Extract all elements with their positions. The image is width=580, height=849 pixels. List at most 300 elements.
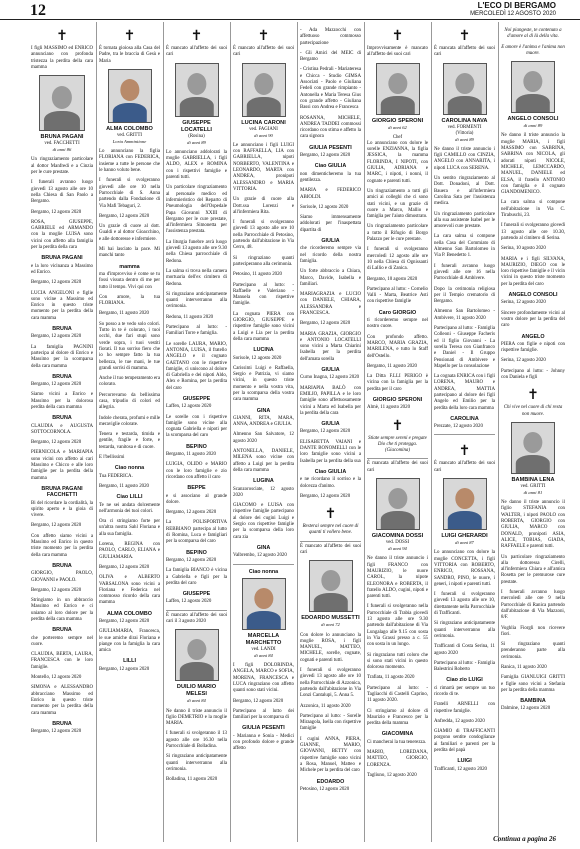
notice-text: Si ringraziano anticipatamente quanti interverranno alla cerimonia. <box>166 291 227 310</box>
notice-text: È mancato all'affetto dei suoi cari <box>434 461 495 473</box>
notice-text: I cugini ANNA, PIERA, GIANNE, MARIO, GIOVANNI, BETTY con rispettive famiglie sono vicini a Rosa, Manuel, Matteo e Michele per la perdita del caro <box>300 736 361 774</box>
notice-text: e ne ricordano il sorriso e la dolcezza d'animo. <box>300 477 361 489</box>
publication-info <box>470 1 556 19</box>
portrait-photo <box>443 63 487 115</box>
notice-date: Bergamo, 12 agosto 2020 <box>233 698 284 704</box>
notice-text: È mancato all'affetto dei suoi cari <box>300 543 361 555</box>
notice-text: Con affetto siamo vicini a Massimo ed Enrico in questo triste momento per la perdita della cara mamma <box>31 533 93 558</box>
notice-text: Resterai sempre nel cuore di quanti ti vollero bene. <box>302 524 359 536</box>
notice-text: E l'bellissimi <box>99 455 125 461</box>
obituary-notice <box>166 610 227 784</box>
notice-text: Si ringraziano anticipatamente quanti interverranno alla cerimonia. <box>166 754 227 772</box>
notice-date: Bergamo, 12 agosto 2020 <box>300 153 351 159</box>
notice-date: Tagliuno, 12 agosto 2020 <box>367 772 417 778</box>
notice-name: GIACOMINA <box>381 731 414 738</box>
notice-name: BRUNA <box>52 720 72 727</box>
notice-text: GIULIAMARIA, Francesca, le sue amiche dirai Floriana e piange con la famiglia la cara amica <box>99 629 160 654</box>
notice-text: - Ada Mazzocchi con affettuoso commosso partecipazione <box>300 28 361 46</box>
notice-text: Lo annunciano con dolore la moglie CONCETTA, i figli VITTORIA con ROBERTO, ENRICO, ROSSANA, SANDRO, PINO, le nuore, i generi, i nipoti e parenti tutti. <box>434 550 495 587</box>
deceased-name: LUCINA CARONI <box>241 119 286 126</box>
notice-text: La cara salma si compone nella Casa del Commiato di Almenno San Bartolomeo in Via P. Benedetto 1. <box>434 234 495 259</box>
deceased-age: di anni 62 <box>388 124 407 130</box>
notice-name: Ciao GIULIA <box>314 468 347 475</box>
notice-text: che ricorderemo sempre via nel ricordo della nostra famiglia. <box>300 246 361 264</box>
notice-name: CAROLINA <box>450 415 479 422</box>
deceased-subname: Chef <box>392 134 403 140</box>
portrait-photo <box>376 478 420 530</box>
continuation-note: Continua a pagina 26 <box>493 835 556 843</box>
notice-name: LUGINA <box>253 478 274 485</box>
notice-text: Voghlia Fiorgli non ricevere fiori. <box>501 625 565 637</box>
notice-date: Bergamo, 12 agosto 2020 <box>31 382 82 388</box>
deceased-age: di anni 87 <box>455 540 474 546</box>
notice-date: Almenno San Salvatore, 12 agosto 2020 <box>233 432 294 444</box>
notice-text: Chi vive nel cuore di chi resta non muore. <box>503 405 563 417</box>
notice-date: Bergamo, 12 agosto 2020 <box>99 213 150 219</box>
portrait-photo <box>175 63 219 117</box>
notice-text: Fratelli ARNELLI con rispettive famiglie. <box>434 702 495 714</box>
notice-text: Carissimi Luigi e Raffaella, Sergio e Patrizia, vi siamo vicini, in questo triste momento e nella vostra vita, per la scomparsa della vostra cara mamma <box>233 365 294 403</box>
cross-icon: ✝ <box>56 28 68 44</box>
notice-date: Petosino, 12 agosto 2020 <box>300 786 350 792</box>
notice-date: Scanzorosciate, 12 agosto 2020 <box>233 486 294 498</box>
notice-text: I figli MASSIMO ed ENRICO annunciano con profonda tristezza la perdita della cara mamma <box>31 46 93 70</box>
notice-text: Un grazie di cuore alla Dott.ssa Lorenzi e all'infermiera Rita. <box>233 197 294 215</box>
notice-date: Laffen, 12 agosto 2020 <box>166 599 212 605</box>
notice-text: Stiate sempre sereni e pregate Dio che ti protegga. (Giacomina) <box>368 435 427 454</box>
deceased-subname: ved. FORMENTI <box>447 124 482 130</box>
notice-text: Un forte abbraccio a Chiara, Marco, Davide, Isabella e familiari. <box>300 269 361 287</box>
notice-text: Ne danno il triste annuncio i figli FRANCO con MAURIZIO, le nuore CAROL, la nipote ELEONORA e ROBERTA, il fratello ALDO, cugini, nipoti e parenti tutti. <box>367 556 428 600</box>
cross-icon: ✝ <box>391 28 404 44</box>
portrait-photo <box>242 63 286 117</box>
notice-name: LUCINA <box>253 347 274 354</box>
notice-text: E amore è l'anima e l'anima non muore. <box>501 44 565 56</box>
notice-name: Caro GIORGIO <box>378 309 417 316</box>
deceased-subname: (Rosina) <box>188 133 205 139</box>
notice-text: e si associano al grande dolore. <box>166 493 227 505</box>
notice-date: Bergamo, 12 agosto 2020 <box>300 493 351 499</box>
notice-date: Serina, 12 agosto 2020 <box>501 300 546 306</box>
notice-text: Le sorelle LAURA, MARIO, ANTONIA, LUISA, il fratello ANGELO e il cognato GAETANO con le rispettive famiglie, ci uniscono al dolore di Gabriella e dei nipoti Aldo, Alex e Romina, per la perdita del caro <box>166 341 227 391</box>
deceased-subname: ved. GRITTI <box>116 132 143 138</box>
notice-text: I funerali si svolgeranno giovedì 13 agosto alle ore 10 nella Parrocchiale di Azzonica, partendo dall'abitazione in Via Lonzi Cantalupi, 5. Anna 5. <box>300 668 361 699</box>
deceased-age: di anni 72 <box>321 622 340 628</box>
notice-text: La Ditta F.LLI PERIGO è vicina con la famiglia per la perdita per il caro <box>367 374 428 392</box>
notice-text: So posso a te vedo solo colori. Tutto in te è colorato, i tuoi occhi, due fari stupi sono verde sopra, i tuoi vestiti fiorati. Il tuo sorriso fiero che io ho sempre fatto la tua bellezza, le tue mani, le tue grandi sorrisi di mamma. <box>99 321 160 371</box>
notice-date: Almenno San Bartolomeo - Ambivere, 11 agosto 2020 <box>434 309 495 321</box>
notice-text: La famiglia BIANCO è vicina a Gabriella e figli per la perdita del caro <box>166 568 227 586</box>
notice-date: Bergamo, 12 agosto 2020 <box>300 321 351 327</box>
cross-icon: ✝ <box>527 387 539 404</box>
publication-name: L'ECO DI BERGAMO <box>477 1 556 10</box>
notice-text: Partecipano al lutto dei familiari per la scomparsa di <box>233 708 294 721</box>
notice-text: Lorena, REGINA con PAOLO, CARLO, ELIANA e GIULIAMARIA. <box>99 542 160 560</box>
notice-text: È mancata all'affetto dei suoi cari <box>434 46 495 58</box>
notice-text: Un particolare ringraziamento alla dottoressa Cirelli, all'infermiera Chiara e all'amica Rosetta per le premurose cure prestate. <box>501 554 565 585</box>
notice-date: Prezzate, 12 agosto 2020 <box>434 424 483 430</box>
notice-name: GINA <box>256 407 271 414</box>
notice-text: MARIO, LOREDANA, MATTEO, GIORGIO, LORENZA. <box>367 750 428 768</box>
notice-text: GIANNI, RITA, MARA, ANNA, ANDREA e GIULIA. <box>233 415 294 428</box>
deceased-name: MARCELLA MARCHETTO <box>245 632 282 646</box>
deceased-subname: ved. FACCHETTI <box>44 141 80 147</box>
deceased-name: ANGELO CONSOLI <box>507 116 559 123</box>
notice-text: I funerali si svolgeranno giovedì 13 agosto alle ore 10, direttamente nella Parrocchiale di Trafficanti. <box>434 592 495 617</box>
notice-date: Bergamo, 12 agosto 2020 <box>99 564 150 570</box>
deceased-subname: ved. GRITTI <box>520 483 546 489</box>
notice-text: LUCIA ANGELONI e figlie sono vicine a Massimo ed Enrico in questo triste momento per la perdita della cara mamma <box>31 290 93 321</box>
notice-text: Un ringraziamento particolare a tutto il Rifugio di Borgo Palazzo per le cure prestate. <box>367 224 428 243</box>
notice-text: MARIA e FEDERICO ABIOLDI. <box>300 188 361 200</box>
deceased-subname: ved. FAGIANI <box>249 126 278 132</box>
deceased-name: GIUSEPPE LOCATELLI <box>181 119 212 133</box>
notice-text: che porteremo sempre nel cuore. <box>31 635 93 647</box>
notice-text: I funerali si svolgeranno mercoledì 12 agosto alle ore 10 nella Chiesa di Ognissanti di Lallio e di Zanica. <box>367 247 428 272</box>
notice-text: Si ringraziano anticipatamente quanti interverranno alla cerimonia. <box>434 621 495 639</box>
notice-name: BEPPE <box>187 485 206 492</box>
notice-date: Bergamo, 12 agosto 2020 <box>31 280 82 286</box>
notice-text: CLAUDIA e AUGUSTA SOTTOCORNOLA. <box>31 423 93 435</box>
notice-text: Stringiamo in un abbraccio Massimo ed Enrico e ci uniamo al loro dolore per la perdita della cara mamma <box>31 598 93 622</box>
notice-name: GIULIA <box>321 238 340 245</box>
notice-text: Un particolare ringraziamento al personale medico ed infermieristico del Reparto di Pneumologia dell'Ospedale Papa Giovanni XXIII di Bergamo per le cure prestate, all'infermiera Simonetta per l'assistenza prestata. <box>166 185 227 235</box>
notice-text: Famiglia GIANLUIGI GRITTI e figlie sono vicini a Stefania per la perdita della mamma <box>501 675 565 693</box>
deceased-age: di anni 86 <box>52 147 72 153</box>
notice-text: I figli DOLORINDA, ANGELA, MARCO e SOFIA, MORENA, FRANCESCA e LUCA ringraziano con affetto quanti sono stati vicini. <box>233 663 294 694</box>
notice-name: BRUNA <box>52 373 72 380</box>
notice-text: Partecipano al lutto: - Johnny con Daniela e figli <box>501 368 565 380</box>
notice-name: BAMBINA <box>520 698 546 705</box>
notice-text: Ne danno il triste annuncio la moglie MARIA, i figli MASSIMO con SABRINA, SABRINA con NICOLA, gli adorati nipoti NICOLE, MICHELE, LEMCCARDO, MANUEL, DANIELE ed ELSA, il fratello ANTONIO con famiglia e il cognato GIANDOMENICO. <box>501 133 565 196</box>
notice-text: Partecipano al lutto: - Sorelle Miraagola, Isella con rispettive famiglie <box>300 713 361 732</box>
portrait-photo <box>108 69 152 123</box>
portrait-photo <box>175 629 219 681</box>
notice-text: I funerali avranno luogo mercoledì alle ore 9 nella Parrocchiale di Ranica partendo dall'abitazione di Via Mazzoni, 8/F. <box>501 590 565 621</box>
notice-text: È mancata all'affetto dei suoi cari <box>367 461 428 473</box>
notice-date: Redona, 11 agosto 2020 <box>166 314 214 320</box>
notice-name: BRUNA PAGANI FACCHETTI <box>41 485 83 499</box>
notice-date: Trafficanti, 12 agosto 2020 <box>434 766 487 772</box>
portrait-photo <box>309 560 353 612</box>
obituary-column-4 <box>230 22 297 842</box>
notice-date: Bergamo, 12 agosto 2020 <box>166 557 217 563</box>
notice-name: BRUNA <box>52 415 72 422</box>
notice-text: È mancato all'affetto dei suoi cari <box>166 46 227 58</box>
notice-text: Anche il tuo temperamento era colorato. <box>99 376 160 388</box>
notice-name: Ciao nonna <box>114 465 145 472</box>
notice-text: Indole cherata, profumi e mille meraviglie colorate. <box>99 415 160 427</box>
notice-text: Ne danno il triste annuncio i figli CAMILLO con CINZIA, ANGELO con ANNARITA, i nipoti LUCA con SERENA. <box>434 146 495 171</box>
obituary-notice <box>434 434 495 773</box>
notice-name: Ciao LILLI <box>116 494 143 501</box>
notice-name: Ciao nonna <box>248 568 279 575</box>
notice-name: LUIGI <box>457 758 472 765</box>
notice-text: Ora ci stringiamo forte per un'altra nostra Sahl Floriana e alla sua famiglia. <box>99 519 160 537</box>
notice-date: Bolladina, 11 agosto 2020 <box>166 777 218 783</box>
notice-text: Un grazie di cuore al dott. Gualdi e al dottor Gioacchino, e alle dottoresse e infermiere. <box>99 224 160 242</box>
notice-date: Bergamo, 12 agosto 2020 <box>31 729 82 735</box>
notice-date: Almè, 11 agosto 2020 <box>367 405 411 411</box>
notice-text: La cognata PIERA con GIORGIO, GIUSEPPE e rispettive famiglie sono vicini a Luigi e Lia per la perdita della cara mamma <box>233 311 294 342</box>
deceased-age: di anni 90 <box>254 132 273 138</box>
notice-text: Un sentito ringraziamento al Dott. Donadoni, al Dott. Bauera e all'infermiera Carolina Sata per l'assistenza medica. <box>434 176 495 207</box>
notice-text: La famiglia PAGNINI partecipa al dolore di Enrico e Massimo per la scomparsa della cara mamma <box>31 344 93 369</box>
notice-text: Con amore, la tua FLORIANA. <box>99 294 160 307</box>
notice-text: Con profondo affetto. MARCO, MARIA GRAZIA, MARILENA, e tutto lo Staff dell'Ostello. <box>367 334 428 359</box>
notice-text: PIERA con figlie e nipoti con rispettive famiglie. <box>501 341 565 354</box>
notice-text: Dopo la cerimonia religiosa per il Tempio crematorio di Bergamo. <box>434 286 495 305</box>
portrait-photo <box>443 478 487 530</box>
notice-text: ROSANNA, MICHELE, ANDREA TADDEI commossi ricordano con stima e affetto la cara signora <box>300 115 361 140</box>
notice-text: I funerali si svolgeranno nella Parrocchiale di Trabia giovedì 13 agosto alle ore 9.30 partendo dall'abitazione di Via Lungalago alle 9.15 con sosta in Via Grassi presso a c. 55 con sosta in un lungo. <box>367 604 428 648</box>
deceased-name: GIORGIO SPERONI <box>371 117 424 124</box>
portrait-photo <box>511 422 555 474</box>
notice-name: BEPINO <box>186 549 207 556</box>
notice-text: La liturgia funebre avrà luogo giovedì 13 agosto alle ore 9.30 nella Chiesa parrocchiale di Redona. <box>166 239 227 264</box>
notice-text: LUIGIA, OLIDO e MARIO con le loro famiglie e zio ricordano con affetto il caro <box>166 462 227 480</box>
cross-icon: ✝ <box>324 506 337 523</box>
notice-text: È mancato all'affetto dei suoi cari <box>233 46 294 58</box>
page-number: 12 <box>30 2 46 19</box>
cross-icon: ✝ <box>190 28 203 44</box>
notice-date: Bergamo, 10 agosto 2020 <box>367 276 418 282</box>
notice-name: GIUSEPPE <box>182 591 211 598</box>
notice-text: La cara salma si compone nell'abitazione in Via C. Tirabuschi, 23. <box>501 200 565 219</box>
deceased-age: Loria Ammintione <box>112 138 147 144</box>
notice-text: Bi del ricordare la cordialità, la spirito aperto e la gioia di vivere. <box>31 500 93 519</box>
notice-text: non dimenticheremo la tua gentilezza. <box>300 171 361 183</box>
notice-date: Trafiata, 11 agosto 2020 <box>367 675 415 681</box>
notice-text: SIMONA e ALESSANDRO abbracciano Massimo ed Enrico in questo triste momento per la perdita della cara mamma <box>31 685 93 716</box>
notice-date: Bergamo, 12 agosto 2020 <box>31 334 82 340</box>
notice-name: GINA <box>256 544 271 551</box>
notice-text: Le annunciano i figli LUIGI con RAFFAELLA, LIA con GABRIELLA, nipoti NORBERTO, VALENTINA e LEONARDO, MARTA con ANDREA, pronipoti ALESSANDRO e MARIA VITTORIA. <box>233 142 294 192</box>
notice-date: Bergamo, 11 agosto 2020 <box>367 363 417 369</box>
notice-text: La POLISPORTIVA REBBIANO partecipa al lutto di Romina, Luca e famigliari per la scomparsa del caro <box>166 520 227 545</box>
notice-date: Bergamo, 11 agosto 2020 <box>99 311 149 317</box>
notice-text: GIACOMO e LUISA con rispettive famiglie partecipano al dolore dei cugini Luigi e Sergio con rispettive famiglie per la scomparsa della loro cara zia <box>233 503 294 540</box>
notice-name: GIUSEPPE <box>182 395 211 402</box>
notice-text: ti ricorderemo sempre nel nostro cuore. <box>367 318 428 330</box>
notice-name: BRUNA <box>52 562 72 569</box>
notice-text: Partecipano al lutto: - Famiglia Balestrini Roberto <box>434 660 495 673</box>
obituary-notice <box>233 564 294 753</box>
notice-text: Siamo vicini a Enrico e Massimo per la dolorosa perdita della cara mamma <box>31 392 93 410</box>
notice-text: MARIA e i figli SILVANA, MAURIZIO, DIEGO con le loro rispettive famiglie e il vicin vicini in questo triste momento per la perdita del caro <box>501 256 565 287</box>
notice-text: ELISABETTA VAIANI e DANTE BONOMELLI con le loro famiglie sono vicini a Isabella per la perdita della sua <box>300 439 361 464</box>
obituary-column-5 <box>297 22 364 842</box>
deceased-name: ALMA COLOMBO <box>106 125 153 132</box>
notice-date: Serina, 12 agosto 2020 <box>501 358 546 364</box>
notice-name: GIULIA PESENTI <box>309 144 352 151</box>
notice-text: Si ringraziano quanti parteciperanno alla cerimonia. <box>233 255 294 267</box>
notice-text: Partecipano al lutto: - Raffaelle e Valeriano - Manuela con rispettive famiglie. <box>233 282 294 307</box>
notice-text: ANTONELLA, DANIELE, MILENA sono vicine con affetto a Luigi per la perdita della cara mamma <box>233 449 294 473</box>
notice-date: Curno Inagna, 12 agosto 2020 <box>300 375 360 381</box>
notice-date: Bergamo, 12 agosto 2020 <box>31 209 82 215</box>
notice-text: ma d'improvviso è come se tu fossi vissuta dentro di me per tutto il tempo. Vivi qui con <box>99 271 160 290</box>
notice-text: Tua FEDERICA. <box>99 473 133 479</box>
deceased-name: CAROLINA NAVA <box>441 117 488 124</box>
notice-date: Sorisole, 12 agosto 2020 <box>233 355 282 361</box>
deceased-age: di anni 84 <box>187 698 206 704</box>
notice-text: I funerali si svolgeranno giovedì 13 agosto alle ore 10.30, partendo al cimitero di Serina. <box>501 223 565 241</box>
cross-icon: ✝ <box>458 28 471 44</box>
deceased-name: LUIGI GHERARDI <box>441 533 488 540</box>
notice-text: MARIAGRAZIA e LUCIO con DANIELE, CHIARA, ALESSANDRA e FRANCESCA. <box>300 292 361 316</box>
notice-text: Siamo immensamente addolorati per l'inaspettata dipartita di <box>300 215 361 233</box>
notice-text: Sincere profondamente vicini al vostro dolore per la perdita del caro <box>501 310 565 329</box>
notice-text: MARIA GRAZIA, GIORGIO e ANTONIO LOCATELLI sono vicini a Marta Chiarini Isabella per la perdita dell'amata sorella <box>300 331 361 362</box>
deceased-subname: ved. LANDI <box>251 646 276 652</box>
deceased-age: di anni 84 <box>254 652 273 658</box>
obituary-notice <box>300 541 361 793</box>
notice-text: GIORGIO, PAOLO, GIOVANNI e PAOLO. <box>31 571 93 583</box>
portrait-photo <box>376 63 420 115</box>
notice-text: Improvvisamente è mancato all'affetto dei suoi cari <box>367 46 428 58</box>
notice-text: Partecipano al lutto: - Familiari Torre e famiglia. <box>166 325 227 337</box>
notice-name: GIULIA <box>321 367 340 374</box>
notice-text: I funerali si svolgeranno il 13 agosto alle ore 16.30 nella Parrocchiale di Bolladina. <box>166 731 227 750</box>
notice-text: - Gli Amici del MEIC di Bergamo <box>300 50 361 63</box>
notice-date: Bergamo, 12 agosto 2020 <box>166 510 217 516</box>
portrait-photo <box>39 75 85 131</box>
notice-text: CLAUDIA, BERTA, LAURA, FRANCESCA con le loro famiglie. <box>31 652 93 670</box>
notice-text: Con dolore lo annunciano la moglie ROSA, i figli MANUEL, MATTEO, MICHELE, sorelle, cognate, cognati e parenti tutti. <box>300 632 361 663</box>
notice-text: PIERNICOLA e MARIAPIA sono vicini con affetto ai cari Massimo e Chicco e alle loro famiglie per la perdita della mamma <box>31 450 93 481</box>
notice-text: La cognata ENRICA con i figli LORENA, MAURO e ANDREA, MATTIA partecipano al dolore dei figli Angelo ed Emilio per la perdita della loro cara mamma <box>434 374 495 411</box>
deceased-name: EDOARDO MUSSETTI <box>301 615 360 622</box>
notice-text: Ne danno il triste annuncio il figlio STEFANIA con WALTER, i nipoti PAOLO con ROBERTA, GIORGIO con GIULIA, MARCO con DONALD, pronipoti ASIA, ALICE, TOBIAS, GIADA, RAFFAELE e parenti tutti. <box>501 500 565 550</box>
notice-name: GIULIA PESENTI <box>242 725 285 732</box>
notice-text: Un ringraziamento a tutti gli amici ai colleghi che ci sono stati vicini, e un grazie di cuore a Marco, Mallio e famiglia per l'aiuto dimostrato. <box>367 188 428 220</box>
deceased-age: di anni 81 <box>523 489 543 495</box>
notice-date: Laffen, 12 agosto 2020 <box>166 404 212 410</box>
notice-text: - Marianna e Sonia - Medici con profondo dolore e grande affetto <box>233 733 294 752</box>
notice-text: Partecipano al lutto: - Tagliacchi di Castelli Caprino, 11 agosto 2020. <box>367 685 428 704</box>
notice-text: Noi piangeste, te contenuto a d'amore al di là della vita. <box>504 28 562 40</box>
cross-icon: ✝ <box>257 28 270 44</box>
notice-date: Bergamo, 11 agosto 2020 <box>166 452 216 458</box>
notice-text: GIAMIO di TRAFFICANTI porgono sentite condoglianze ai familiari e parenti per la perdita del papà <box>434 729 495 754</box>
notice-date: Bergamo, 12 agosto 2020 <box>31 523 82 529</box>
notice-text: - Cristina Pedrali - Mariateresa e Chicca - Studio GIMSA Associati - Paolo e Giuliana Fedeli con grande rimpianto - Antonella e Maria Teresa Gius con grande affetto - Giuliana Bassi con Andrea e Francesca <box>300 67 361 111</box>
notice-date: Bergamo, 11 agosto 2020 <box>99 483 149 489</box>
obituary-column-7 <box>431 22 498 842</box>
cross-icon: ✝ <box>123 28 136 44</box>
notice-date: Azzonica, 11 agosto 2020 <box>300 703 351 709</box>
notice-text: I funerali avranno luogo giovedì alle ore 16 nella Parrocchiale di Ambivere. <box>434 263 495 282</box>
notice-date: Bergamo, 12 agosto 2020 <box>31 587 82 593</box>
deceased-name: DUILIO MARIO MELESI <box>176 684 217 698</box>
obituary-notice <box>367 458 428 779</box>
notice-date: Serina, 10 agosto 2020 <box>501 246 546 252</box>
page-header <box>0 0 580 20</box>
notice-text: Lo annunciano con dolore le sorelle ENZIANNA, la figlia JESSICA, la mamma FLORINDA, I NIPOTI, con GIULIA, ADRIANA e MARC, i nipoti, i nonni, il cognato e parenti tutti. <box>367 140 428 184</box>
notice-date: Bergamo, 12 agosto 2020 <box>300 429 351 435</box>
deceased-age: di anni 89 <box>455 136 474 142</box>
notice-text: ci rimarrà per sempre un tuo ricordo di te. <box>434 685 495 697</box>
notice-date: Dalmine, 12 agosto 2020 <box>501 706 551 712</box>
notice-text: Partecipano al lutto: - Cornelio Valli - Marta, Beatrice Asti con rispettive famiglie <box>367 286 428 305</box>
notice-name: Ciao zio LUIGI <box>446 677 483 684</box>
notice-text: Te ne sei andata dolcemente nell'armonia dei tuoi colori. <box>99 502 160 514</box>
obituary-column-8 <box>498 22 568 842</box>
notice-date: Bergamo, 12 agosto 2020 <box>31 440 82 446</box>
notice-name: ANGELO <box>521 333 545 340</box>
deceased-age: di anni 89 <box>187 139 206 145</box>
notice-text: Lo annunciano la figlia FLORIANA con FEDERICA, insieme a tutte le persone che le hanno voluto bene. <box>99 149 160 174</box>
cross-icon: ✝ <box>391 417 404 434</box>
obituary-column-6 <box>364 22 431 842</box>
notice-name: LILLI <box>123 658 136 665</box>
notice-text: e la loro vicinanza a Massimo ed Enrico. <box>31 263 93 275</box>
notice-text: Ne danno il triste annuncio il figlio DEMETRIO e la moglie MARIA. <box>166 708 227 727</box>
notice-name: Ciao GIULIA <box>314 163 347 170</box>
cross-icon: ✝ <box>458 443 471 460</box>
notice-name: BEPINO <box>186 443 207 450</box>
notice-text: I funerali si svolgeranno giovedì alle ore 10 nella Parrocchiale di S. Anna partendo dalla Fondazione di Via Mafi Tebaguri, 2. <box>99 178 160 209</box>
notice-name: ALMA COLOMBO <box>106 610 152 617</box>
deceased-name: GIACOMINA DOSSI <box>371 533 424 540</box>
notice-text: Si ringraziano quanti prenderanno parte alla cerimonia. <box>501 642 565 660</box>
notice-name: GIORGIO SPERONI <box>372 396 423 403</box>
notice-text: Ci stringiamo al dolore di Maurizio e Francesco per la perdita della mamma <box>367 708 428 727</box>
deceased-name: BRUNA PAGANI <box>40 134 84 141</box>
deceased-subname: ved. DOSSI <box>385 540 410 546</box>
notice-text: La salma si trova nella camera mortuaria dell'ex cimitero di Redona. <box>166 268 227 287</box>
notice-date: Montello, 12 agosto 2020 <box>31 675 82 681</box>
notice-date: Valbrembo, 12 agosto 2020 <box>233 553 287 559</box>
notice-text: OLIVA e ALBERTO VARSALONA sono vicini a Floriana e Federica nel commosso ricordo della cara mamma <box>99 575 160 606</box>
notice-text: Mi hai lasciato la pace. Mi manchi tanto <box>99 247 160 259</box>
notice-text: Le sorelle con i rispettive famiglie sono vicine alla cognata Gabriella e nipoti per la scomparsa del caro <box>166 414 227 439</box>
deceased-age: di anni 94 <box>388 546 407 552</box>
notice-text: MARIAPIA BALÒ con EMILIO, PAPILLA e le loro famiglie sono affettuosamente vicini a Marta ed Isabella per la perdita della cara <box>300 385 361 416</box>
notice-date: Bergamo, 12 agosto 2020 <box>99 619 150 624</box>
notice-date: Ranica, 11 agosto 2020 <box>501 665 547 670</box>
notice-date: Petosino, 11 agosto 2020 <box>233 272 282 278</box>
notice-name: mamma <box>119 263 140 270</box>
obituary-column-2 <box>96 22 163 842</box>
deceased-name: BAMBINA LENA <box>511 476 555 483</box>
deceased-nickname: (Vittoria) <box>455 130 474 136</box>
notice-text: Un ringraziamento particolare al dottor Manfredi e a Cinzia per le cure prestate. <box>31 157 93 176</box>
notice-date: Anfredda, 12 agosto 2020 <box>434 718 485 724</box>
notice-text: ROSA, GIUSEPPE, GABRIELE ed ARMANDO con la moglie LUISA sono vicini con affetto alla famiglia per la perdita della cara <box>31 219 93 251</box>
notice-date: Sorisole, 12 agosto 2020 <box>300 204 349 210</box>
notice-name: BRUNA <box>52 326 72 333</box>
notice-text: I funerali si svolgeranno giovedì 13 agosto alle ore 10 nella Parrocchiale di Petosino, partendo dall'abitazione in Via Cerro, 48. <box>233 220 294 251</box>
obituary-column-3 <box>163 22 230 842</box>
obituary-column-1 <box>28 22 96 842</box>
notice-name: GIULIA <box>321 421 340 428</box>
notice-text: È tornata gioiosa alla Casa del Padre, tra le braccia di Gesù e Maria <box>99 46 160 64</box>
deceased-age: di anni 89 <box>523 123 543 129</box>
notice-text: Si ringraziano tutti coloro che si sono stati vicini in questo doloroso momento. <box>367 652 428 671</box>
notice-text: Lo annunciano addolorati la moglie GABRIELLA, i figli ALDO, ALEX e ROMINA con i rispettivi famiglie e parenti tutti. <box>166 149 227 181</box>
notice-text: È mancato all'affetto dei suoi cari il 3 agosto 2020 <box>166 612 227 624</box>
notice-name: EDOARDO <box>316 778 345 785</box>
notice-name: BRUNA PAGANI <box>41 255 83 262</box>
notice-text: Percorrevamo da bellissima casa, tripudio di colori ed allegria. <box>99 392 160 411</box>
notice-date: Bergamo, 12 agosto 2020 <box>99 666 150 672</box>
notice-text: Un ringraziamento particolare alla sua assistente Isabel per le amorevoli cure prestate. <box>434 211 495 230</box>
notice-name: BRUNA <box>52 627 72 634</box>
notice-text: Tenera e testarda, timida e gentile, fragile e forte, e testarda, vanitosa e di cuore. <box>99 432 160 450</box>
portrait-photo <box>511 61 555 113</box>
